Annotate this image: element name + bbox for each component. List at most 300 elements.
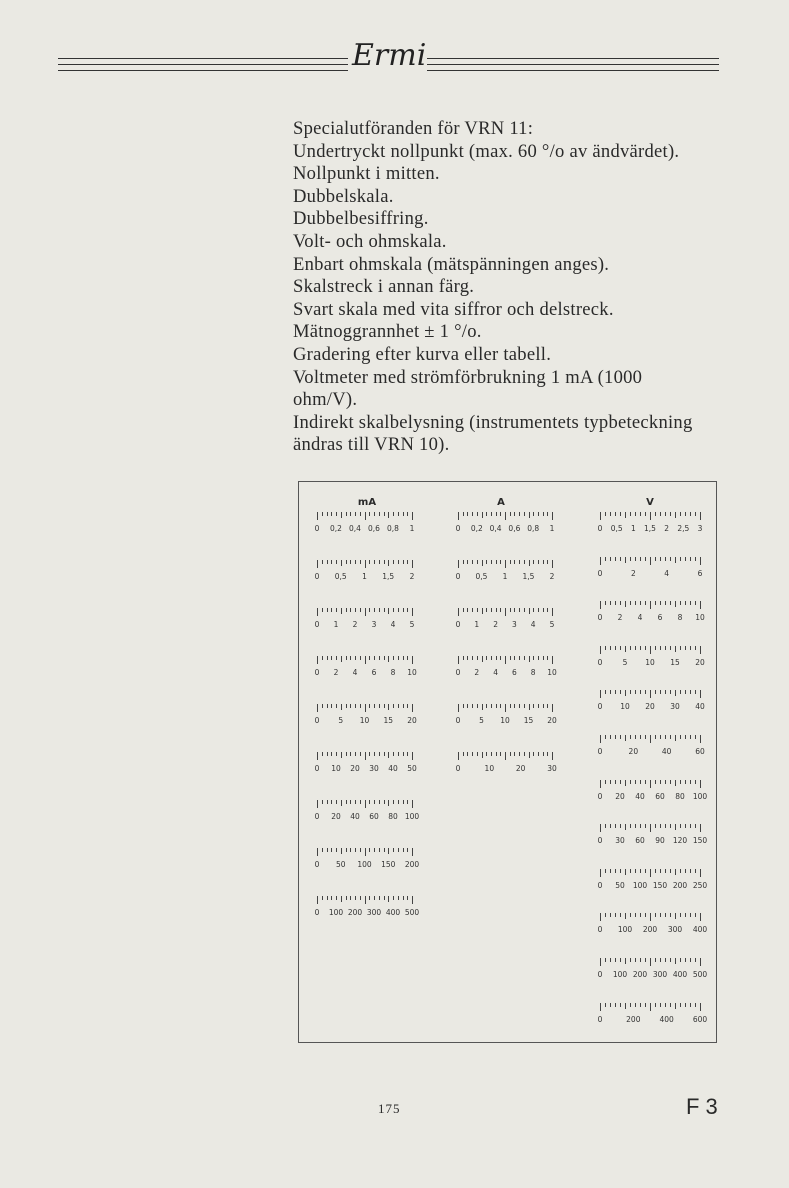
scale-tick [650, 913, 651, 921]
scale-tick [700, 601, 701, 609]
scale-tick [529, 560, 530, 566]
scale-tick [640, 646, 641, 650]
scale-label: 100 [328, 908, 344, 917]
scale-tick [655, 780, 656, 784]
scale-label: 1 [502, 572, 508, 581]
scale-tick [379, 800, 380, 804]
scale-tick [547, 512, 548, 516]
scale-label: 150 [381, 860, 396, 869]
scale-label: 20 [331, 812, 341, 821]
scale-tick [665, 690, 666, 694]
scale-tick [695, 690, 696, 694]
scale-tick [690, 824, 691, 828]
scale-tick [695, 646, 696, 650]
scale-tick [519, 512, 520, 516]
scale-label: 300 [667, 925, 683, 935]
scale-v-9 [597, 869, 708, 891]
scale-tick [398, 752, 399, 756]
scale-ma-9 [314, 896, 420, 918]
scale-tick [346, 800, 347, 804]
scale-label: 0 [455, 572, 461, 581]
scale-tick [331, 896, 332, 900]
scale-tick [393, 512, 394, 516]
scale-tick [519, 560, 520, 564]
scale-label: 0 [597, 613, 603, 623]
scale-tick [675, 646, 676, 652]
scale-v-3 [597, 601, 705, 623]
scale-tick [412, 512, 413, 520]
scale-tick [685, 869, 686, 873]
scale-tick [379, 560, 380, 564]
body-line: Volt- och ohmskala. [293, 230, 447, 252]
scale-tick [552, 560, 553, 568]
scale-tick [496, 560, 497, 564]
scale-tick [650, 958, 651, 966]
specifications-text [293, 118, 743, 457]
scale-label: 4 [637, 613, 643, 623]
scale-tick [620, 690, 621, 694]
scale-tick [625, 780, 626, 786]
scale-tick [615, 780, 616, 784]
scale-label: 6 [512, 668, 517, 677]
scale-tick [660, 646, 661, 650]
scale-label: 2 [333, 668, 339, 677]
scale-tick [675, 913, 676, 919]
scale-tick [505, 752, 506, 760]
scale-tick [690, 557, 691, 561]
scale-tick [472, 752, 473, 756]
scale-tick [341, 704, 342, 710]
scale-tick [625, 1003, 626, 1009]
scale-tick [524, 512, 525, 516]
scale-tick [403, 608, 404, 612]
scale-tick [510, 752, 511, 756]
scale-tick [322, 704, 323, 708]
scale-tick [463, 704, 464, 708]
scale-label: 60 [695, 747, 705, 756]
scale-label: 20 [350, 764, 360, 773]
scale-tick [625, 958, 626, 964]
scale-label: 0 [455, 620, 461, 629]
scale-tick [331, 848, 332, 852]
scale-tick [645, 869, 646, 873]
scale-label: 8 [530, 668, 536, 677]
scale-tick [519, 608, 520, 612]
scale-label: 6 [371, 668, 377, 677]
scale-label: 2 [409, 572, 415, 581]
scale-ma-8 [314, 848, 420, 870]
scale-label: 0,5 [610, 524, 623, 533]
body-line: Indirekt skalbelysning (instrumentets typbeteckning [293, 411, 693, 433]
scale-tick [610, 735, 611, 739]
scale-tick [670, 869, 671, 873]
scale-tick [355, 656, 356, 660]
scale-tick [660, 869, 661, 873]
scale-tick [317, 704, 318, 712]
scale-tick [360, 704, 361, 708]
scale-tick [317, 608, 318, 616]
scale-tick [630, 869, 631, 873]
scale-tick [665, 780, 666, 784]
scale-tick [514, 560, 515, 564]
scale-tick [486, 608, 487, 612]
scale-label: 0 [455, 764, 461, 773]
scale-tick [680, 1003, 681, 1007]
scale-tick [369, 704, 370, 708]
scale-tick [625, 646, 626, 652]
scale-tick [482, 752, 483, 758]
scale-tick [685, 601, 686, 605]
scale-tick [660, 824, 661, 828]
scale-tick [675, 824, 676, 830]
scale-label: 0 [455, 668, 461, 677]
body-line: Skalstreck i annan färg. [293, 276, 475, 298]
scale-ma-2 [314, 560, 415, 582]
scale-tick [379, 752, 380, 756]
scale-label: 200 [642, 925, 658, 935]
scale-v-11 [597, 958, 708, 980]
scale-label: 15 [523, 716, 534, 725]
scale-tick [600, 601, 601, 609]
scale-tick [467, 704, 468, 708]
scale-label: 4 [664, 568, 670, 578]
scale-label: 0,4 [489, 524, 502, 533]
scale-tick [317, 752, 318, 760]
scale-label: 0 [597, 925, 603, 935]
scale-label: 0,5 [334, 572, 347, 581]
scale-tick [317, 800, 318, 808]
scale-tick [467, 560, 468, 564]
scale-tick [700, 646, 701, 654]
scale-tick [538, 656, 539, 660]
scale-tick [360, 560, 361, 564]
scale-tick [552, 656, 553, 664]
scale-label: 20 [645, 702, 655, 712]
scale-label: 0 [455, 524, 461, 533]
scale-tick [625, 735, 626, 741]
scale-label: 0 [314, 908, 320, 917]
scale-label: 0 [597, 1014, 603, 1024]
scale-tick [552, 512, 553, 520]
scale-label: 500 [404, 908, 420, 917]
scale-label: 3 [697, 524, 703, 533]
scale-tick [620, 512, 621, 516]
scale-tick [547, 752, 548, 756]
scale-tick [412, 704, 413, 712]
scale-tick [500, 656, 501, 660]
scale-tick [605, 1003, 606, 1007]
scale-tick [665, 869, 666, 873]
scale-label: 80 [388, 812, 398, 821]
body-line: Enbart ohmskala (mätspänningen anges). [293, 253, 610, 275]
scale-label: 0 [314, 572, 320, 581]
scale-tick [491, 512, 492, 516]
scale-tick [630, 913, 631, 917]
scale-tick [403, 704, 404, 708]
scale-tick [538, 608, 539, 612]
scale-tick [640, 735, 641, 739]
scale-tick [700, 557, 701, 565]
scale-tick [615, 958, 616, 962]
body-line: Svart skala med vita siffror och delstreck. [293, 298, 614, 320]
scale-tick [365, 800, 366, 808]
scale-tick [346, 560, 347, 564]
scale-tick [500, 608, 501, 612]
scale-tick [322, 848, 323, 852]
scale-label: 50 [615, 880, 625, 890]
scale-tick [700, 780, 701, 788]
scale-tick [331, 752, 332, 756]
scale-tick [675, 780, 676, 786]
scale-tick [630, 690, 631, 694]
scale-tick [670, 557, 671, 561]
scale-tick [640, 958, 641, 962]
scale-tick [615, 869, 616, 873]
scale-tick [635, 958, 636, 962]
scale-tick [365, 896, 366, 904]
header-rule-left-1 [58, 58, 348, 59]
scale-tick [640, 601, 641, 605]
scale-tick [384, 704, 385, 708]
scale-tick [365, 752, 366, 760]
scale-tick [625, 690, 626, 696]
scale-tick [615, 512, 616, 516]
scale-tick [496, 656, 497, 660]
scale-tick [388, 704, 389, 710]
scale-tick [645, 913, 646, 917]
scale-tick [360, 896, 361, 900]
scale-tick [327, 512, 328, 516]
scale-tick [407, 848, 408, 852]
scale-tick [529, 656, 530, 662]
scale-label: 8 [390, 668, 396, 677]
scale-tick [360, 608, 361, 612]
scale-label: 5 [409, 620, 415, 629]
scale-tick [393, 752, 394, 756]
scale-tick [491, 656, 492, 660]
scale-label: 40 [350, 812, 360, 821]
scale-label: 400 [692, 925, 708, 935]
scale-tick [355, 800, 356, 804]
scale-tick [407, 560, 408, 564]
scale-v-2 [597, 557, 703, 579]
scale-tick [482, 608, 483, 614]
scale-tick [336, 608, 337, 612]
scale-tick [369, 848, 370, 852]
ermi-logo: Ermi [352, 38, 427, 73]
scale-tick [543, 656, 544, 660]
scale-tick [600, 869, 601, 877]
scale-label: 200 [626, 1014, 641, 1024]
scale-tick [398, 656, 399, 660]
scale-tick [533, 704, 534, 708]
scale-v-5 [597, 690, 705, 712]
scale-tick [360, 800, 361, 804]
scale-label: 2,5 [677, 524, 690, 533]
scale-tick [384, 560, 385, 564]
scale-tick [360, 752, 361, 756]
scale-tick [510, 560, 511, 564]
scale-tick [615, 913, 616, 917]
scale-tick [660, 958, 661, 962]
scale-tick [486, 560, 487, 564]
body-line: ändras till VRN 10). [293, 434, 450, 456]
scale-tick [336, 704, 337, 708]
scale-tick [625, 512, 626, 518]
scale-tick [670, 601, 671, 605]
scale-tick [327, 704, 328, 708]
scale-tick [610, 780, 611, 784]
scale-label: 90 [655, 836, 665, 846]
scale-label: 0,4 [349, 524, 361, 533]
scale-tick [655, 512, 656, 516]
scale-tick [543, 608, 544, 612]
scale-label: 600 [692, 1014, 708, 1024]
scale-tick [458, 512, 459, 520]
scale-label: 10 [407, 668, 417, 677]
scale-tick [384, 896, 385, 900]
scale-tick [675, 1003, 676, 1009]
scale-tick [519, 656, 520, 660]
scale-tick [467, 512, 468, 516]
scale-tick [505, 512, 506, 520]
scale-tick [336, 800, 337, 804]
scale-tick [620, 557, 621, 561]
scale-ma-5 [314, 704, 417, 726]
scale-tick [458, 560, 459, 568]
scale-v-6 [597, 735, 705, 757]
scale-tick [472, 512, 473, 516]
scale-tick [690, 869, 691, 873]
scale-label: 10 [695, 613, 705, 623]
scale-tick [600, 780, 601, 788]
scale-label: 10 [359, 716, 370, 725]
scale-tick [346, 752, 347, 756]
scale-tick [675, 690, 676, 696]
scale-tick [355, 608, 356, 612]
scale-tick [350, 560, 351, 564]
scale-label: 0 [314, 716, 320, 725]
scale-v-8 [597, 824, 708, 846]
scale-label: 20 [407, 716, 417, 725]
scale-label: 100 [612, 970, 628, 979]
scale-label: 200 [672, 880, 688, 890]
scale-tick [640, 1003, 641, 1007]
scale-tick [635, 824, 636, 828]
scale-tick [341, 800, 342, 806]
scale-tick [322, 896, 323, 900]
scale-tick [670, 646, 671, 650]
header-rule-right-3 [427, 70, 719, 71]
scale-label: 0 [597, 657, 603, 667]
scale-tick [350, 704, 351, 708]
scale-label: 40 [661, 747, 672, 756]
scale-tick [605, 601, 606, 605]
scale-tick [670, 690, 671, 694]
scale-tick [482, 560, 483, 566]
scale-tick [407, 656, 408, 660]
section-code: F 3 [686, 1094, 718, 1119]
scale-tick [680, 735, 681, 739]
scale-tick [645, 601, 646, 605]
body-line: Dubbelbesiffring. [293, 208, 429, 230]
body-line: Specialutföranden för VRN 11: [293, 118, 534, 139]
scale-label: 150 [692, 836, 708, 846]
scale-tick [645, 512, 646, 516]
scale-tick [665, 601, 666, 605]
scale-tick [350, 800, 351, 804]
scale-tick [605, 690, 606, 694]
scale-label: 0 [597, 791, 603, 801]
scale-tick [388, 800, 389, 806]
scale-tick [524, 656, 525, 660]
body-line: Voltmeter med strömförbrukning 1 mA (1000 [293, 366, 643, 388]
scale-tick [374, 704, 375, 708]
scale-tick [463, 656, 464, 660]
scale-tick [600, 824, 601, 832]
scale-tick [327, 896, 328, 900]
scale-label: 1,5 [644, 524, 656, 533]
scale-tick [496, 704, 497, 708]
scale-tick [610, 601, 611, 605]
body-line: Nollpunkt i mitten. [293, 163, 440, 185]
scale-tick [620, 601, 621, 605]
scale-tick [685, 780, 686, 784]
scale-tick [407, 896, 408, 900]
scale-tick [615, 735, 616, 739]
scale-tick [640, 512, 641, 516]
scale-tick [650, 690, 651, 698]
scale-tick [695, 735, 696, 739]
scale-tick [529, 608, 530, 614]
scale-tick [336, 656, 337, 660]
scale-tick [477, 752, 478, 756]
scale-tick [640, 869, 641, 873]
scale-a-5 [455, 704, 557, 726]
scale-tick [514, 608, 515, 612]
scale-label: 6 [697, 568, 703, 578]
scale-tick [650, 646, 651, 654]
scale-label: 10 [331, 764, 341, 773]
scale-tick [388, 848, 389, 854]
scale-tick [630, 824, 631, 828]
scale-tick [514, 704, 515, 708]
scale-label: 500 [692, 970, 708, 979]
scale-tick [685, 512, 686, 516]
scale-tick [491, 608, 492, 612]
scale-tick [695, 601, 696, 605]
scale-v-12 [597, 1003, 708, 1025]
scale-tick [393, 704, 394, 708]
scale-tick [505, 560, 506, 568]
scale-label: 0 [597, 702, 603, 712]
scale-tick [374, 896, 375, 900]
scale-tick [538, 704, 539, 708]
scale-tick [665, 512, 666, 516]
scale-tick [635, 780, 636, 784]
scale-tick [393, 896, 394, 900]
scale-tick [680, 958, 681, 962]
scale-tick [463, 560, 464, 564]
scale-label: 10 [645, 657, 655, 667]
scale-tick [463, 752, 464, 756]
scale-tick [635, 601, 636, 605]
scale-label: 1 [409, 524, 415, 533]
scale-tick [393, 560, 394, 564]
scale-tick [350, 656, 351, 660]
scale-a-4 [455, 656, 557, 678]
scale-tick [346, 848, 347, 852]
